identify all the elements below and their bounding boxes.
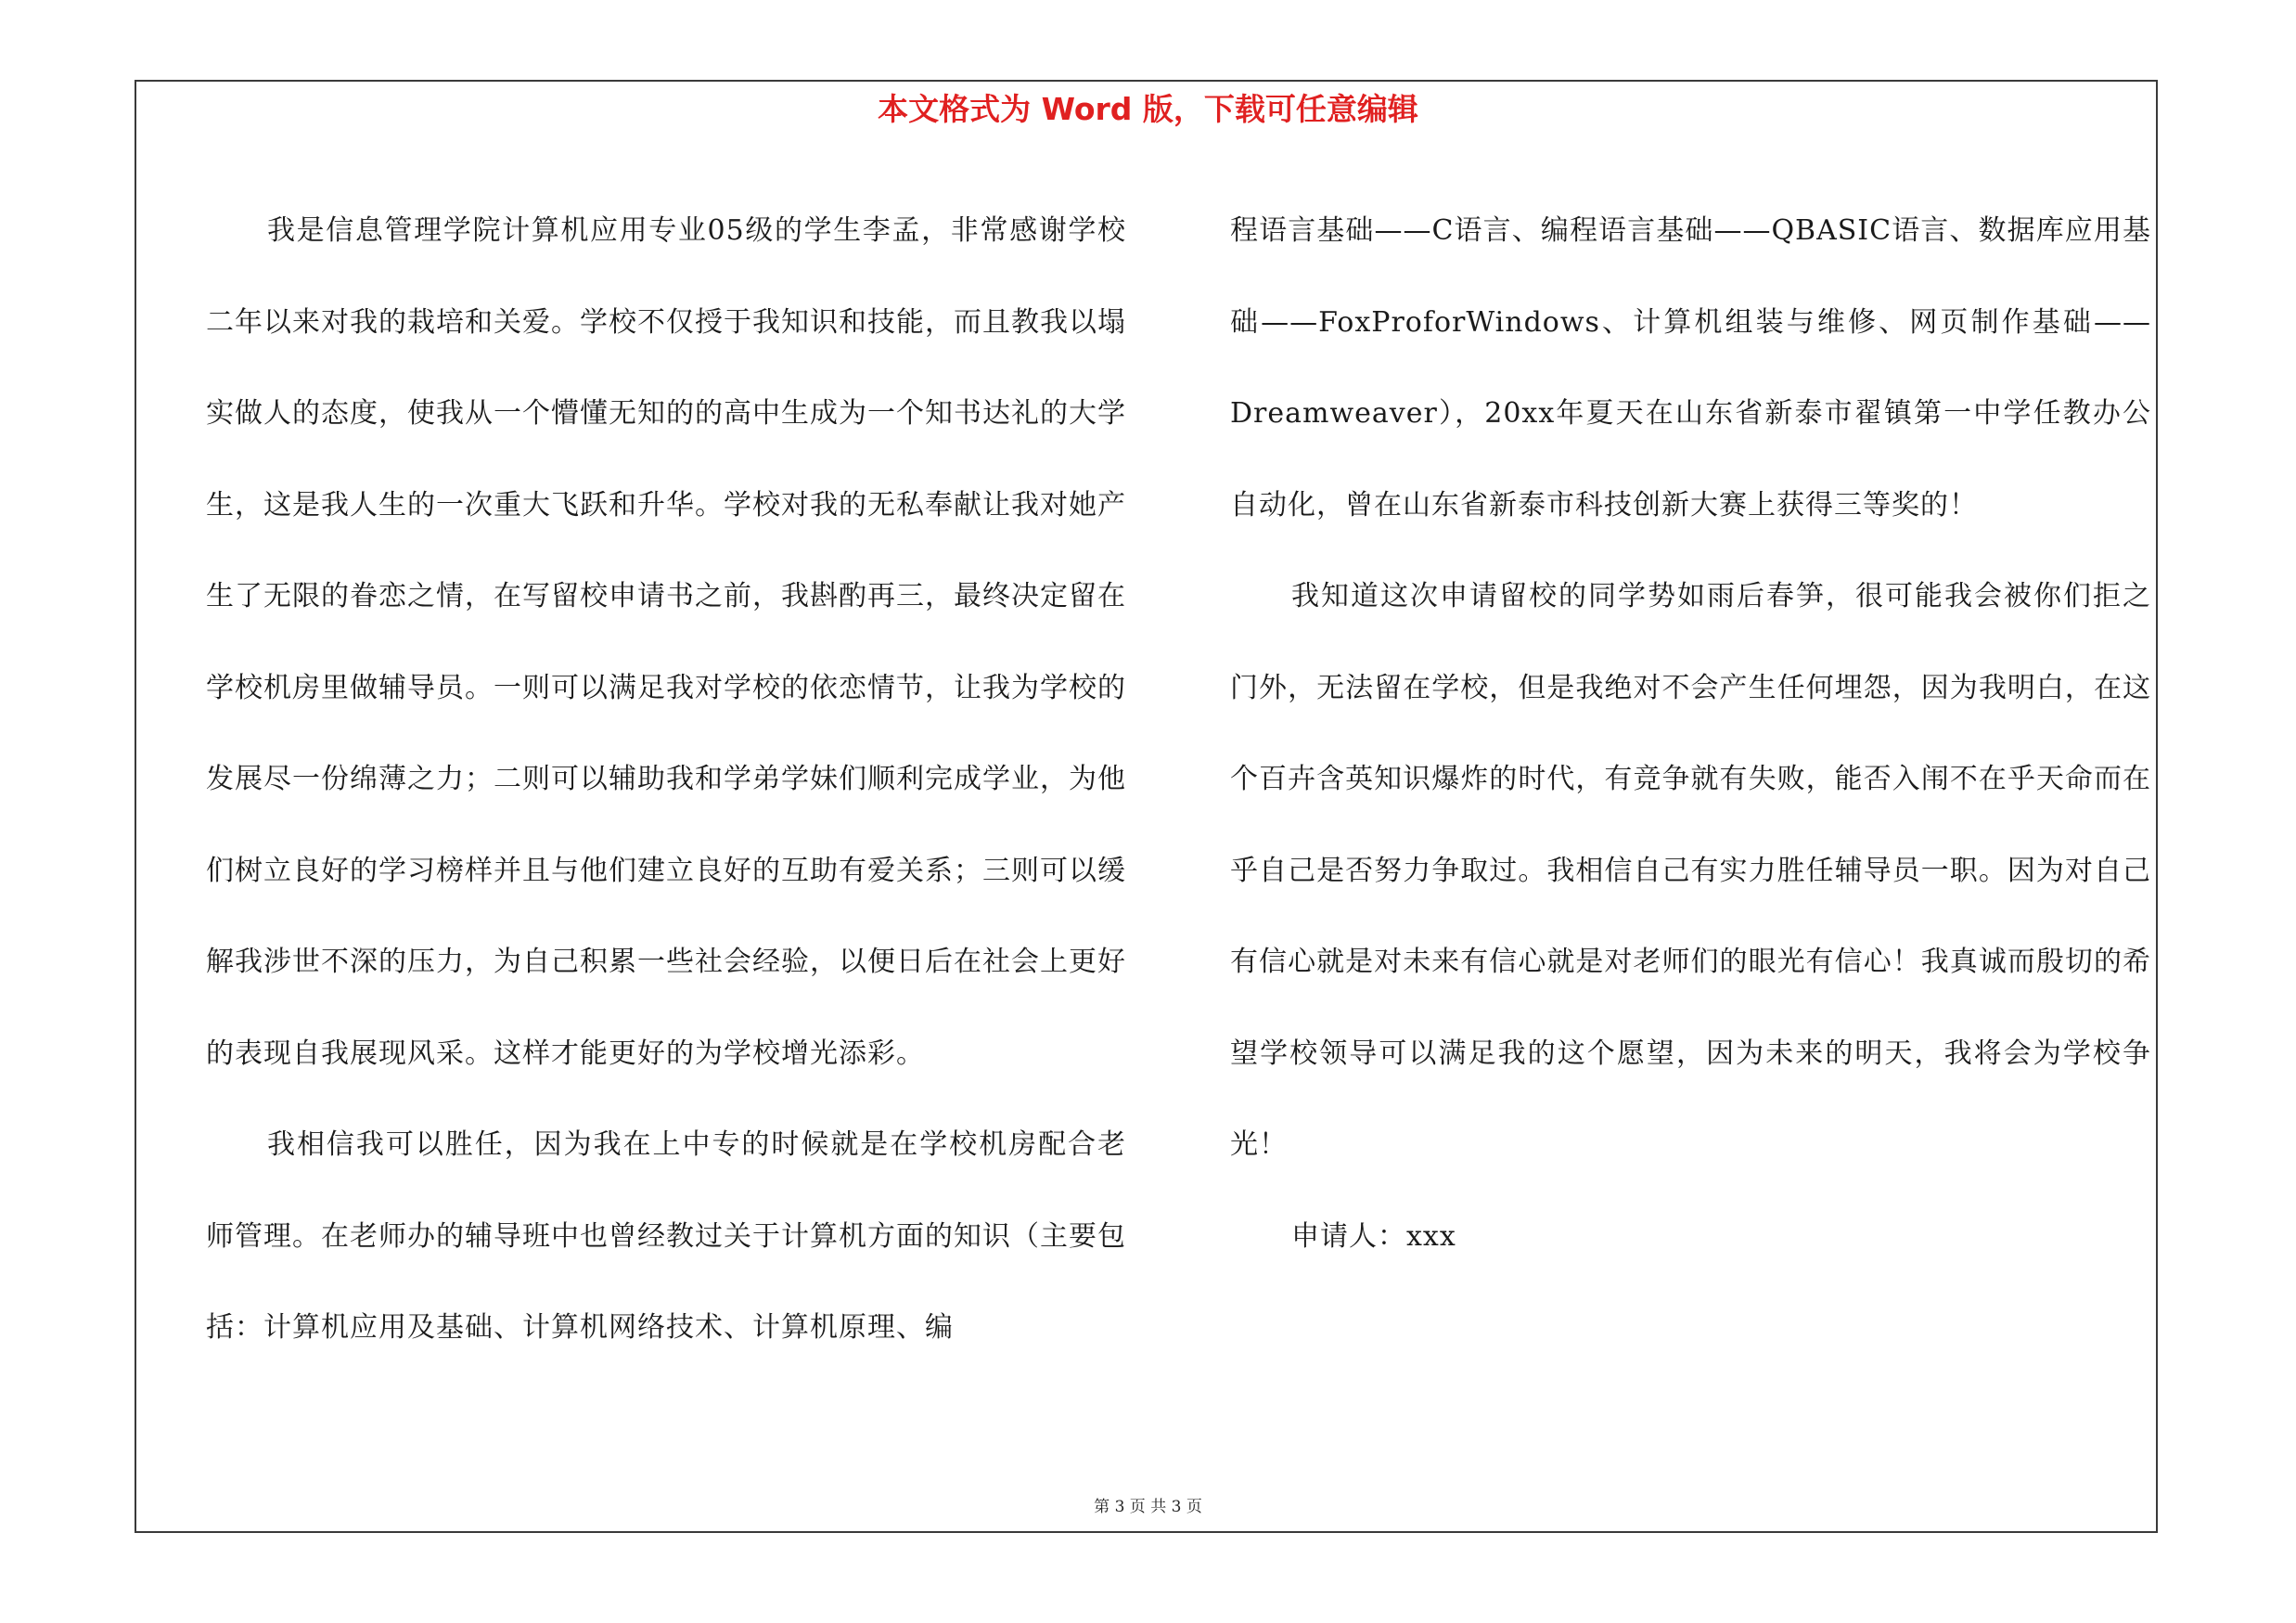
right-column — [1230, 186, 2151, 1282]
left-column — [206, 186, 1126, 1374]
paragraph-gratitude: 我是信息管理学院计算机应用专业05级的学生李孟，非常感谢学校二年以来对我的栽培和关爱。学校不仅授于我知识和技能，而且教我以塌实做人的态度，使我从一个懵懂无知的的高中生成为一个知书达礼的大学生，这是我人生的一次重大飞跃和升华。学校对我的无私奉献让我对她产生了无限的眷恋之情，在写留校申请书之前，我斟酌再三，最终决定留在学校机房里做辅导员。一则可以满足我对学校的依恋情节，让我为学校的发展尽一份绵薄之力；二则可以辅助我和学弟学妹们顺利完成学业，为他们树立良好的学习榜样并且与他们建立良好的互助有爱关系；三则可以缓解我涉世不深的压力，为自己积累一些社会经验，以便日后在社会上更好的表现自我展现风采。这样才能更好的为学校增光添彩。 — [206, 214, 1126, 1070]
page-number: 第 3 页 共 3 页 — [1094, 1498, 1202, 1516]
paragraph-qualification: 我相信我可以胜任，因为我在上中专的时候就是在学校机房配合老师管理。在老师办的辅导班中也曾经教过关于计算机方面的知识（主要包括：计算机应用及基础、计算机网络技术、计算机原理、编 — [206, 1128, 1126, 1344]
applicant-signature: 申请人：xxx — [1291, 1219, 1456, 1253]
paragraph-qualification-continued: 程语言基础——C语言、编程语言基础——QBASIC语言、数据库应用基础——FoxProforWindows、计算机组装与维修、网页制作基础——Dreamweaver），20xx年夏天在山东省新泰市翟镇第一中学任教办公自动化，曾在山东省新泰市科技创新大赛上获得三等奖的！ — [1230, 214, 2151, 522]
format-banner: 本文格式为 Word 版，下载可任意编辑 — [878, 91, 1418, 127]
paragraph-competition: 我知道这次申请留校的同学势如雨后春笋，很可能我会被你们拒之门外，无法留在学校，但是我绝对不会产生任何埋怨，因为我明白，在这个百卉含英知识爆炸的时代，有竞争就有失败，能否入闱不在乎天命而在乎自己是否努力争取过。我相信自己有实力胜任辅导员一职。因为对自己有信心就是对未来有信心就是对老师们的眼光有信心！我真诚而殷切的希望学校领导可以满足我的这个愿望，因为未来的明天，我将会为学校争光！ — [1230, 580, 2151, 1161]
